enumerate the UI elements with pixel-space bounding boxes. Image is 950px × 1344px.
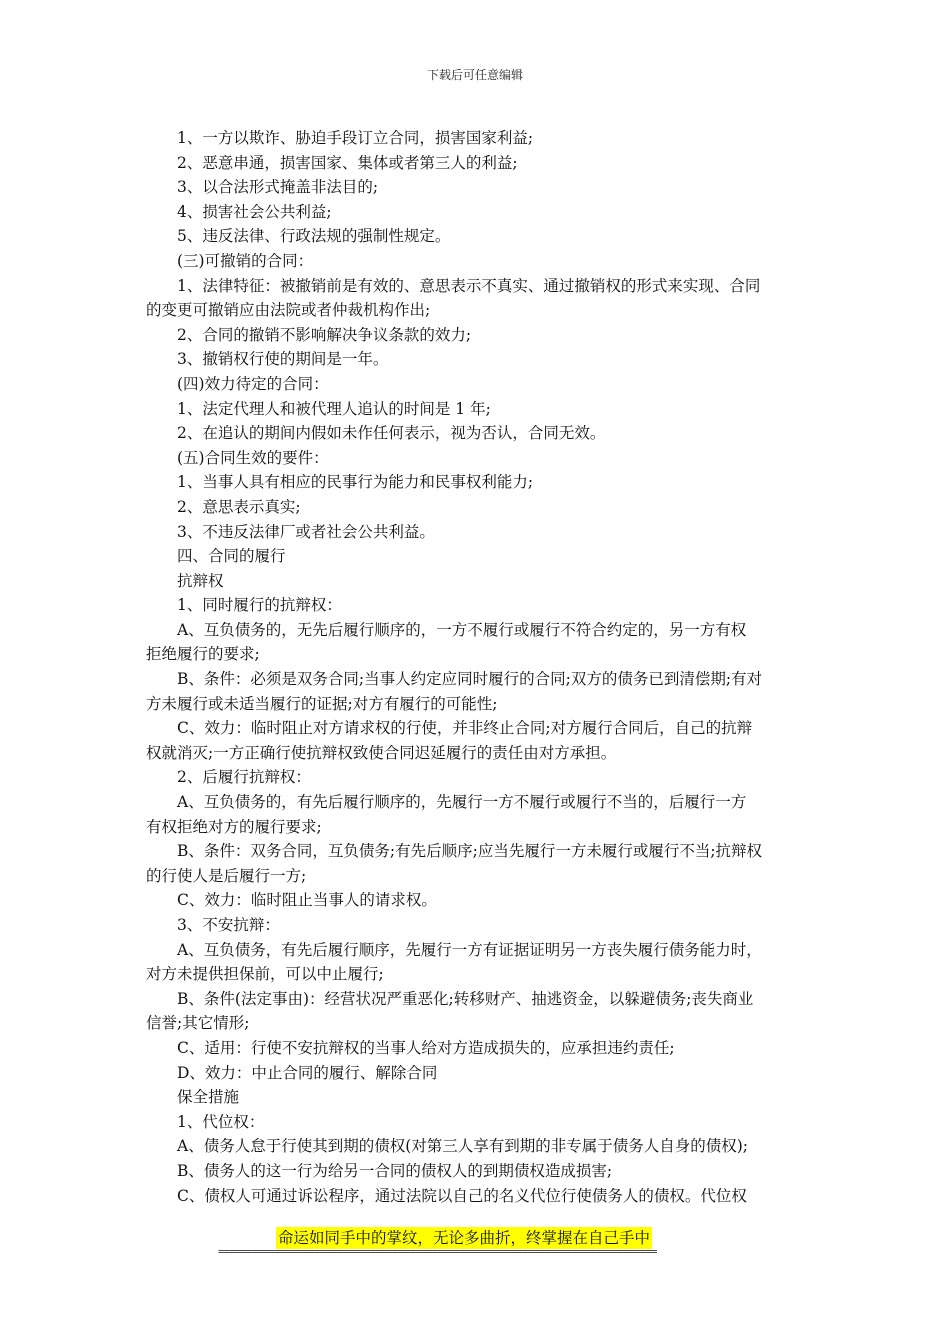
paragraph-line: A、互负债务，有先后履行顺序，先履行一方有证据证明另一方丧失履行债务能力时， xyxy=(177,940,762,959)
paragraph-line: (五)合同生效的要件： xyxy=(177,448,329,467)
paragraph-line: 2、意思表示真实; xyxy=(177,497,301,516)
document-body xyxy=(146,126,808,1208)
paragraph-line: 方未履行或未适当履行的证据;对方有履行的可能性; xyxy=(146,694,498,713)
footer-motto: 命运如同手中的掌纹，无论多曲折，终掌握在自己手中 xyxy=(278,1229,651,1247)
paragraph-line: 1、当事人具有相应的民事行为能力和民事权利能力; xyxy=(177,473,534,492)
paragraph-line: D、效力：中止合同的履行、解除合同 xyxy=(177,1063,438,1082)
paragraph-line: 5、违反法律、行政法规的强制性规定。 xyxy=(177,227,451,246)
paragraph-line: 1、一方以欺诈、胁迫手段订立合同，损害国家利益; xyxy=(177,129,534,147)
paragraph-line: 1、同时履行的抗辩权： xyxy=(177,596,342,615)
paragraph-line: B、债务人的这一行为给另一合同的债权人的到期债权造成损害; xyxy=(177,1161,613,1180)
paragraph-line: C、效力：临时阻止对方请求权的行使，并非终止合同;对方履行合同后，自己的抗辩 xyxy=(177,719,753,738)
paragraph-line: 1、法定代理人和被代理人追认的时间是 1 年; xyxy=(177,399,491,418)
paragraph-line: 3、不违反法律厂或者社会公共利益。 xyxy=(177,522,435,541)
paragraph-line: C、债权人可通过诉讼程序，通过法院以自己的名义代位行使债务人的债权。代位权 xyxy=(177,1186,747,1205)
paragraph-line: 3、以合法形式掩盖非法目的; xyxy=(177,178,379,197)
paragraph-line: C、效力：临时阻止当事人的请求权。 xyxy=(177,891,437,910)
footer-rule: ============================================================================== xyxy=(218,1245,657,1258)
paragraph-line: 拒绝履行的要求; xyxy=(146,645,260,664)
paragraph-line: 3、撤销权行使的期间是一年。 xyxy=(177,350,389,369)
paragraph-line: 有权拒绝对方的履行要求; xyxy=(146,817,322,836)
paragraph-line: 权就消灭;一方正确行使抗辩权致使合同迟延履行的责任由对方承担。 xyxy=(146,743,617,762)
paragraph-line: 保全措施 xyxy=(177,1088,240,1107)
paragraph-line: 信誉;其它情形; xyxy=(146,1014,250,1033)
paragraph-line: 3、不安抗辩： xyxy=(177,916,280,934)
paragraph-line: B、条件(法定事由)：经营状况严重恶化;转移财产、抽逃资金，以躲避债务;丧失商业 xyxy=(177,989,754,1008)
paragraph-line: 1、法律特征：被撤销前是有效的、意思表示不真实、通过撤销权的形式来实现、合同 xyxy=(177,276,761,295)
paragraph-line: 的行使人是后履行一方; xyxy=(146,866,307,885)
paragraph-line: 抗辩权 xyxy=(177,571,224,590)
paragraph-line: A、互负债务的，有先后履行顺序的，先履行一方不履行或履行不当的，后履行一方 xyxy=(177,793,747,812)
paragraph-line: 的变更可撤销应由法院或者仲裁机构作出; xyxy=(146,301,431,320)
paragraph-line: 2、在追认的期间内假如未作任何表示，视为否认，合同无效。 xyxy=(177,424,606,443)
paragraph-line: (三)可撤销的合同： xyxy=(177,251,314,270)
paragraph-line: 2、恶意串通，损害国家、集体或者第三人的利益; xyxy=(177,153,518,172)
page-header-note: 下载后可任意编辑 xyxy=(426,68,523,82)
paragraph-line: A、债务人怠于行使其到期的债权(对第三人享有到期的非专属于债务人自身的债权); xyxy=(177,1137,749,1156)
paragraph-line: 2、后履行抗辩权： xyxy=(177,768,311,787)
paragraph-line: 对方未提供担保前，可以中止履行; xyxy=(146,965,384,984)
paragraph-line: (四)效力待定的合同： xyxy=(177,374,329,393)
paragraph-line: 4、损害社会公共利益; xyxy=(177,202,332,221)
paragraph-line: 四、合同的履行 xyxy=(177,547,286,566)
paragraph-line: 2、合同的撤销不影响解决争议条款的效力; xyxy=(177,325,472,344)
paragraph-line: C、适用：行使不安抗辩权的当事人给对方造成损失的，应承担违约责任; xyxy=(177,1038,675,1057)
paragraph-line: B、条件：双务合同，互负债务;有先后顺序;应当先履行一方未履行或履行不当;抗辩权 xyxy=(177,842,763,861)
paragraph-line: B、条件：必须是双务合同;当事人约定应同时履行的合同;双方的债务已到清偿期;有对 xyxy=(177,670,763,689)
paragraph-line: A、互负债务的，无先后履行顺序的，一方不履行或履行不符合约定的，另一方有权 xyxy=(177,620,747,639)
paragraph-line: 1、代位权： xyxy=(177,1112,265,1131)
